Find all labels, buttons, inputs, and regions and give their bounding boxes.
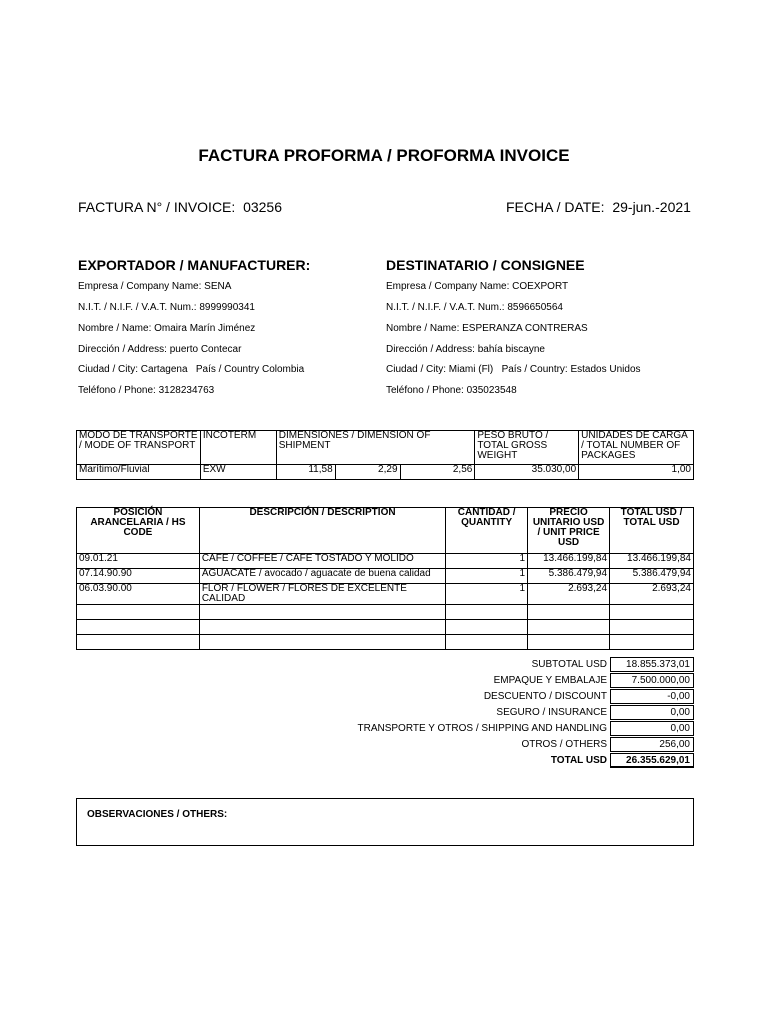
- items-header-row: [77, 508, 694, 554]
- shipment-header-row: [77, 431, 694, 465]
- empty-row: [77, 635, 694, 650]
- line-total-cell: 5.386.479,94: [610, 569, 694, 584]
- incoterm-value: EXW: [200, 465, 276, 480]
- empty-row: [77, 620, 694, 635]
- incoterm-header: INCOTERM: [200, 431, 276, 465]
- transport-mode-header: MODO DE TRANSPORTE / MODE OF TRANSPORT: [77, 431, 201, 465]
- exporter-city: Ciudad / City: Cartagena País / Country Colombia: [78, 364, 305, 375]
- hs-code-cell: 07.14.90.90: [77, 569, 200, 584]
- empty-row: [77, 605, 694, 620]
- unit-price-cell: 2.693,24: [528, 584, 610, 605]
- line-total-header: TOTAL USD / TOTAL USD: [610, 508, 694, 554]
- description-cell: AGUACATE / avocado / aguacate de buena calidad: [199, 569, 445, 584]
- table-row: [77, 569, 694, 584]
- shipment-table: [76, 430, 694, 480]
- insurance-label: SEGURO / INSURANCE: [496, 707, 607, 718]
- exporter-heading: EXPORTADOR / MANUFACTURER:: [78, 257, 311, 273]
- packing-value: 7.500.000,00: [631, 675, 690, 686]
- shipping-value: 0,00: [670, 723, 690, 734]
- consignee-nit: N.I.T. / N.I.F. / V.A.T. Num.: 8596650564: [386, 302, 563, 313]
- invoice-number-value: 03256: [243, 199, 283, 215]
- unit-price-cell: 5.386.479,94: [528, 569, 610, 584]
- items-table: [76, 507, 694, 650]
- consignee-heading: DESTINATARIO / CONSIGNEE: [386, 257, 585, 273]
- dimension-height: 2,56: [400, 465, 475, 480]
- discount-value: -0,00: [667, 691, 690, 702]
- table-row: [77, 554, 694, 569]
- invoice-date-label: FECHA / DATE:: [506, 199, 605, 215]
- exporter-phone: Teléfono / Phone: 3128234763: [78, 385, 215, 396]
- others-value: 256,00: [659, 739, 690, 750]
- dimensions-header: DIMENSIONES / DIMENSION OF SHIPMENT: [276, 431, 475, 465]
- description-header: DESCRIPCIÓN / DESCRIPTION: [199, 508, 445, 554]
- quantity-header: CANTIDAD / QUANTITY: [446, 508, 528, 554]
- document-title: FACTURA PROFORMA / PROFORMA INVOICE: [198, 146, 570, 165]
- consignee-name: Nombre / Name: ESPERANZA CONTRERAS: [386, 323, 588, 334]
- quantity-cell: 1: [446, 554, 528, 569]
- invoice-date-line: [506, 199, 691, 215]
- gross-weight-value: 35.030,00: [475, 465, 579, 480]
- grand-total-label: TOTAL USD: [550, 755, 607, 766]
- description-cell: CAFE / COFFEE / CAFE TOSTADO Y MOLIDO: [199, 554, 445, 569]
- observations-label: OBSERVACIONES / OTHERS:: [87, 809, 228, 820]
- packing-label: EMPAQUE Y EMBALAJE: [493, 675, 607, 686]
- hs-code-cell: 09.01.21: [77, 554, 200, 569]
- invoice-number-label: FACTURA N° / INVOICE:: [78, 199, 236, 215]
- shipping-label: TRANSPORTE Y OTROS / SHIPPING AND HANDLING: [357, 723, 607, 734]
- shipment-values-row: [77, 465, 694, 480]
- unit-price-cell: 13.466.199,84: [528, 554, 610, 569]
- others-label: OTROS / OTHERS: [521, 739, 607, 750]
- gross-weight-header: PESO BRUTO / TOTAL GROSS WEIGHT: [475, 431, 579, 465]
- consignee-address: Dirección / Address: bahía biscayne: [386, 344, 545, 355]
- insurance-value: 0,00: [670, 707, 690, 718]
- description-cell: FLOR / FLOWER / FLORES DE EXCELENTE CALIDAD: [199, 584, 445, 605]
- line-total-cell: 13.466.199,84: [610, 554, 694, 569]
- invoice-date-value: 29-jun.-2021: [612, 199, 691, 215]
- consignee-phone: Teléfono / Phone: 035023548: [386, 385, 517, 396]
- table-row: [77, 584, 694, 605]
- exporter-nit: N.I.T. / N.I.F. / V.A.T. Num.: 8999990341: [78, 302, 255, 313]
- hs-code-cell: 06.03.90.00: [77, 584, 200, 605]
- line-total-cell: 2.693,24: [610, 584, 694, 605]
- invoice-number-line: [78, 199, 282, 215]
- transport-mode-value: Marítimo/Fluvial: [77, 465, 201, 480]
- consignee-company: Empresa / Company Name: COEXPORT: [386, 281, 569, 292]
- exporter-address: Dirección / Address: puerto Contecar: [78, 344, 242, 355]
- dimension-length: 11,58: [276, 465, 335, 480]
- exporter-company: Empresa / Company Name: SENA: [78, 281, 232, 292]
- subtotal-label: SUBTOTAL USD: [531, 659, 607, 670]
- unit-price-header: PRECIO UNITARIO USD / UNIT PRICE USD: [528, 508, 610, 554]
- hs-code-header: POSICIÓN ARANCELARIA / HS CODE: [77, 508, 200, 554]
- quantity-cell: 1: [446, 584, 528, 605]
- exporter-name: Nombre / Name: Omaira Marín Jiménez: [78, 323, 256, 334]
- observations-box: [76, 798, 694, 846]
- consignee-city: Ciudad / City: Miami (Fl) País / Country: Estados Unidos: [386, 364, 641, 375]
- quantity-cell: 1: [446, 569, 528, 584]
- dimension-width: 2,29: [335, 465, 400, 480]
- discount-label: DESCUENTO / DISCOUNT: [483, 691, 607, 702]
- packages-value: 1,00: [579, 465, 694, 480]
- packages-header: UNIDADES DE CARGA / TOTAL NUMBER OF PACKAGES: [579, 431, 694, 465]
- grand-total-value: 26.355.629,01: [626, 755, 690, 766]
- subtotal-value: 18.855.373,01: [626, 659, 690, 670]
